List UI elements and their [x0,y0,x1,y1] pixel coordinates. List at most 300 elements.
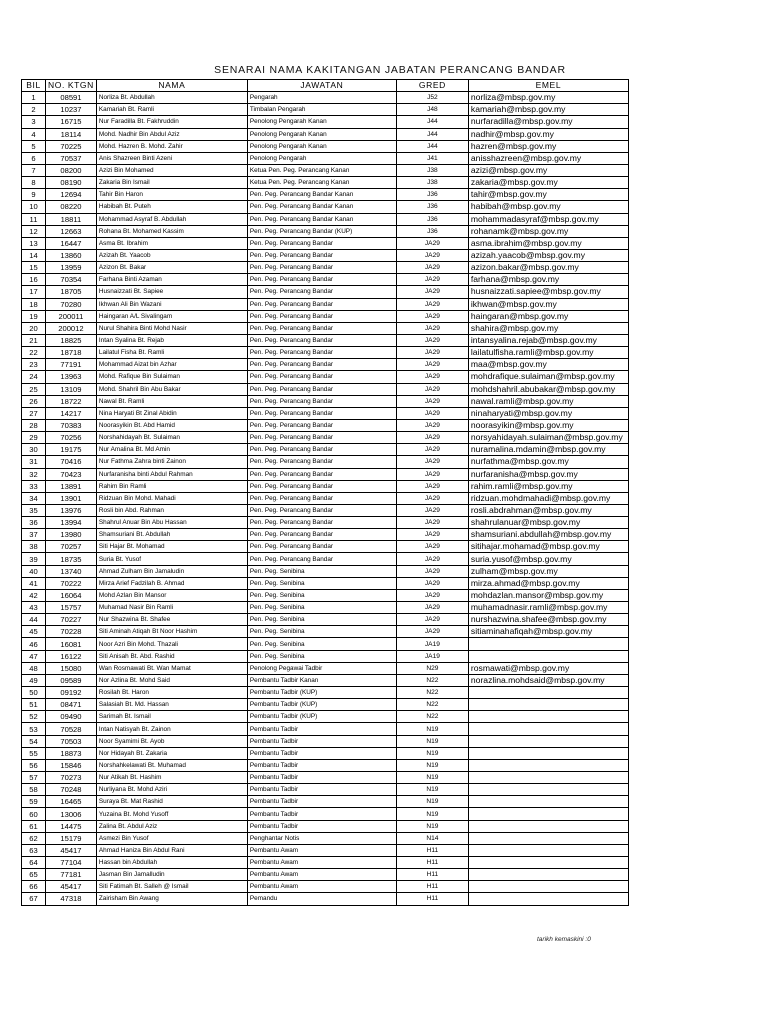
cell-emel [468,759,628,771]
cell-emel [468,844,628,856]
table-row [22,553,629,565]
cell-nama: Ahmad Zulham Bin Jamaludin [96,565,247,577]
cell-bil: 52 [22,711,46,723]
cell-jawatan: Pembantu Tadbir [247,820,396,832]
cell-emel: intansyalina.rejab@mbsp.gov.my [468,334,628,346]
cell-emel: mohammadasyraf@mbsp.gov.my [468,213,628,225]
cell-bil: 25 [22,383,46,395]
table-row [22,164,629,176]
cell-no-ktgn: 70248 [46,784,97,796]
cell-bil: 58 [22,784,46,796]
cell-emel: zakaria@mbsp.gov.my [468,177,628,189]
cell-nama: Siti Hajar Bt. Mohamad [96,541,247,553]
cell-gred: H11 [396,844,468,856]
cell-bil: 48 [22,662,46,674]
table-row [22,152,629,164]
cell-jawatan: Pen. Peg. Perancang Bandar [247,529,396,541]
cell-no-ktgn: 70423 [46,468,97,480]
table-row [22,104,629,116]
cell-emel [468,832,628,844]
cell-no-ktgn: 13963 [46,371,97,383]
cell-gred: JA29 [396,553,468,565]
cell-no-ktgn: 77181 [46,869,97,881]
cell-gred: JA29 [396,444,468,456]
cell-emel: rosli.abdrahman@mbsp.gov.my [468,504,628,516]
cell-jawatan: Ketua Pen. Peg. Perancang Kanan [247,177,396,189]
cell-no-ktgn: 70416 [46,456,97,468]
cell-jawatan: Penolong Pengarah Kanan [247,116,396,128]
cell-no-ktgn: 70227 [46,614,97,626]
cell-gred: N29 [396,662,468,674]
cell-bil: 54 [22,735,46,747]
cell-nama: Ridzuan Bin Mohd. Mahadi [96,492,247,504]
cell-bil: 36 [22,517,46,529]
cell-no-ktgn: 16064 [46,589,97,601]
cell-jawatan: Penolong Pengarah Kanan [247,140,396,152]
cell-gred: N19 [396,808,468,820]
cell-gred: N19 [396,759,468,771]
table-row [22,249,629,261]
cell-nama: Shahrul Anuar Bin Abu Hassan [96,517,247,529]
header-bil: BIL [22,80,46,92]
cell-no-ktgn: 70280 [46,298,97,310]
cell-bil: 66 [22,881,46,893]
cell-jawatan: Pen. Peg. Perancang Bandar [247,322,396,334]
cell-bil: 57 [22,772,46,784]
cell-bil: 18 [22,298,46,310]
cell-jawatan: Pen. Peg. Perancang Bandar [247,492,396,504]
cell-no-ktgn: 13740 [46,565,97,577]
cell-no-ktgn: 70503 [46,735,97,747]
cell-jawatan: Pembantu Awam [247,844,396,856]
cell-emel: zulham@mbsp.gov.my [468,565,628,577]
cell-jawatan: Pen. Peg. Senibina [247,614,396,626]
cell-bil: 64 [22,857,46,869]
cell-jawatan: Timbalan Pengarah [247,104,396,116]
cell-emel [468,687,628,699]
cell-emel: azizon.bakar@mbsp.gov.my [468,262,628,274]
table-row [22,759,629,771]
cell-bil: 50 [22,687,46,699]
header-nama: NAMA [96,80,247,92]
cell-emel: muhamadnasir.ramli@mbsp.gov.my [468,602,628,614]
cell-bil: 2 [22,104,46,116]
cell-jawatan: Pembantu Tadbir (KUP) [247,699,396,711]
cell-bil: 65 [22,869,46,881]
cell-bil: 45 [22,626,46,638]
cell-gred: J44 [396,116,468,128]
cell-no-ktgn: 16715 [46,116,97,128]
cell-nama: Norliza Bt. Abdullah [96,92,247,104]
cell-gred: J36 [396,189,468,201]
table-row [22,589,629,601]
cell-nama: Azizah Bt. Yaacob [96,249,247,261]
cell-jawatan: Pembantu Tadbir Kanan [247,674,396,686]
cell-jawatan: Pembantu Awam [247,869,396,881]
cell-gred: JA29 [396,419,468,431]
cell-no-ktgn: 70256 [46,432,97,444]
cell-gred: J44 [396,128,468,140]
cell-jawatan: Pen. Peg. Perancang Bandar [247,359,396,371]
cell-emel: shamsuriani.abdullah@mbsp.gov.my [468,529,628,541]
cell-bil: 15 [22,262,46,274]
cell-no-ktgn: 18735 [46,553,97,565]
cell-emel [468,747,628,759]
cell-jawatan: Pen. Peg. Perancang Bandar [247,517,396,529]
cell-gred: N22 [396,699,468,711]
cell-nama: Nur Shazwina Bt. Shafee [96,614,247,626]
cell-jawatan: Pembantu Tadbir [247,784,396,796]
cell-emel [468,699,628,711]
table-row [22,444,629,456]
table-row [22,456,629,468]
cell-gred: JA29 [396,274,468,286]
cell-nama: Nur Atikah Bt. Hashim [96,772,247,784]
cell-jawatan: Pen. Peg. Perancang Bandar [247,262,396,274]
table-row [22,347,629,359]
cell-jawatan: Pen. Peg. Senibina [247,565,396,577]
cell-gred: H11 [396,857,468,869]
table-header-row [22,80,629,92]
cell-no-ktgn: 13006 [46,808,97,820]
cell-no-ktgn: 09192 [46,687,97,699]
cell-nama: Siti Aminah Atiqah Bt Noor Hashim [96,626,247,638]
cell-nama: Mohd. Rafique Bin Sulaiman [96,371,247,383]
cell-emel: shahrulanuar@mbsp.gov.my [468,517,628,529]
cell-nama: Noorasyikin Bt. Abd Hamid [96,419,247,431]
cell-gred: H11 [396,869,468,881]
cell-gred: JA29 [396,602,468,614]
cell-gred: JA19 [396,638,468,650]
cell-no-ktgn: 13976 [46,504,97,516]
cell-nama: Intan Natisyah Bt. Zainon [96,723,247,735]
cell-no-ktgn: 18811 [46,213,97,225]
cell-jawatan: Pembantu Awam [247,857,396,869]
cell-no-ktgn: 12663 [46,225,97,237]
header-gred: GRED [396,80,468,92]
cell-gred: N19 [396,747,468,759]
table-row [22,674,629,686]
cell-gred: J38 [396,164,468,176]
cell-gred: JA29 [396,517,468,529]
cell-no-ktgn: 13959 [46,262,97,274]
cell-no-ktgn: 12694 [46,189,97,201]
table-row [22,322,629,334]
table-row [22,614,629,626]
cell-jawatan: Pen. Peg. Perancang Bandar [247,237,396,249]
cell-jawatan: Pen. Peg. Perancang Bandar [247,444,396,456]
cell-nama: Mohd. Shahril Bin Abu Bakar [96,383,247,395]
cell-nama: Noor Syamimi Bt. Ayob [96,735,247,747]
cell-nama: Shamsuriani Bt. Abdullah [96,529,247,541]
cell-bil: 67 [22,893,46,905]
cell-gred: JA29 [396,237,468,249]
table-row [22,626,629,638]
table-row [22,492,629,504]
cell-emel: haingaran@mbsp.gov.my [468,310,628,322]
cell-jawatan: Pemandu [247,893,396,905]
table-row [22,796,629,808]
cell-emel: mirza.ahmad@mbsp.gov.my [468,577,628,589]
cell-no-ktgn: 45417 [46,844,97,856]
cell-bil: 35 [22,504,46,516]
table-row [22,844,629,856]
cell-nama: Mohammad Asyraf B. Abdullah [96,213,247,225]
cell-jawatan: Pen. Peg. Perancang Bandar [247,395,396,407]
cell-bil: 22 [22,347,46,359]
cell-gred: JA29 [396,286,468,298]
cell-nama: Asma Bt. Ibrahim [96,237,247,249]
cell-jawatan: Pembantu Tadbir [247,759,396,771]
cell-nama: Norshahidayah Bt. Sulaiman [96,432,247,444]
cell-bil: 1 [22,92,46,104]
cell-emel: azizi@mbsp.gov.my [468,164,628,176]
cell-gred: JA29 [396,541,468,553]
cell-gred: N19 [396,796,468,808]
cell-jawatan: Pen. Peg. Perancang Bandar [247,553,396,565]
cell-bil: 3 [22,116,46,128]
table-row [22,395,629,407]
cell-emel [468,784,628,796]
table-row [22,371,629,383]
cell-emel: sitiaminahafiqah@mbsp.gov.my [468,626,628,638]
cell-emel: norliza@mbsp.gov.my [468,92,628,104]
table-row [22,529,629,541]
cell-jawatan: Pembantu Tadbir (KUP) [247,711,396,723]
cell-gred: JA29 [396,589,468,601]
cell-jawatan: Pen. Peg. Perancang Bandar [247,407,396,419]
cell-gred: JA29 [396,577,468,589]
cell-emel: hazren@mbsp.gov.my [468,140,628,152]
table-row [22,201,629,213]
cell-nama: Mirza Arief Fadzilah B. Ahmad [96,577,247,589]
cell-bil: 61 [22,820,46,832]
cell-nama: Muhamad Nasir Bin Ramli [96,602,247,614]
cell-emel: lailatulfisha.ramli@mbsp.gov.my [468,347,628,359]
cell-no-ktgn: 13994 [46,517,97,529]
cell-bil: 21 [22,334,46,346]
cell-jawatan: Pen. Peg. Perancang Bandar [247,249,396,261]
cell-no-ktgn: 08190 [46,177,97,189]
cell-nama: Rohana Bt. Mohamed Kassim [96,225,247,237]
cell-jawatan: Pen. Peg. Perancang Bandar [247,504,396,516]
table-row [22,772,629,784]
cell-nama: Yuzaina Bt. Mohd Yusoff [96,808,247,820]
staff-table [21,79,629,906]
cell-no-ktgn: 13109 [46,383,97,395]
cell-emel: anisshazreen@mbsp.gov.my [468,152,628,164]
cell-nama: Lailatul Fisha Bt. Ramli [96,347,247,359]
cell-emel [468,869,628,881]
cell-emel: maa@mbsp.gov.my [468,359,628,371]
table-row [22,262,629,274]
cell-jawatan: Pen. Peg. Perancang Bandar [247,298,396,310]
cell-no-ktgn: 18722 [46,395,97,407]
cell-nama: Zalina Bt. Abdul Aziz [96,820,247,832]
table-row [22,310,629,322]
cell-no-ktgn: 08220 [46,201,97,213]
table-row [22,334,629,346]
cell-gred: JA29 [396,371,468,383]
cell-jawatan: Pen. Peg. Perancang Bandar [247,371,396,383]
table-row [22,480,629,492]
cell-bil: 51 [22,699,46,711]
cell-emel [468,881,628,893]
cell-gred: H11 [396,893,468,905]
cell-jawatan: Pengarah [247,92,396,104]
cell-bil: 28 [22,419,46,431]
cell-nama: Ahmad Haniza Bin Abdul Rani [96,844,247,856]
table-row [22,383,629,395]
cell-nama: Nur Faradilla Bt. Fakhruddin [96,116,247,128]
cell-nama: Suraya Bt. Mat Rashid [96,796,247,808]
cell-no-ktgn: 13860 [46,249,97,261]
cell-emel [468,650,628,662]
cell-gred: JA29 [396,383,468,395]
table-row [22,541,629,553]
cell-jawatan: Pembantu Tadbir [247,772,396,784]
table-row [22,711,629,723]
table-row [22,869,629,881]
table-row [22,808,629,820]
cell-emel: norsyahidayah.sulaiman@mbsp.gov.my [468,432,628,444]
cell-emel: kamariah@mbsp.gov.my [468,104,628,116]
cell-bil: 24 [22,371,46,383]
cell-emel [468,808,628,820]
cell-emel: nurfathma@mbsp.gov.my [468,456,628,468]
table-row [22,784,629,796]
last-updated-note: tarikh kemaskini :0 [537,936,591,943]
cell-emel [468,711,628,723]
cell-jawatan: Pen. Peg. Perancang Bandar [247,432,396,444]
cell-emel: nadhir@mbsp.gov.my [468,128,628,140]
cell-gred: N22 [396,687,468,699]
cell-bil: 46 [22,638,46,650]
cell-nama: Rahim Bin Ramli [96,480,247,492]
table-row [22,517,629,529]
cell-gred: JA29 [396,480,468,492]
cell-emel: tahir@mbsp.gov.my [468,189,628,201]
cell-no-ktgn: 13980 [46,529,97,541]
cell-no-ktgn: 200012 [46,322,97,334]
cell-bil: 17 [22,286,46,298]
cell-jawatan: Penghantar Notis [247,832,396,844]
cell-nama: Habibah Bt. Puteh [96,201,247,213]
cell-gred: N14 [396,832,468,844]
cell-bil: 42 [22,589,46,601]
table-row [22,140,629,152]
cell-no-ktgn: 70528 [46,723,97,735]
cell-nama: Anis Shazreen Binti Azeni [96,152,247,164]
cell-bil: 63 [22,844,46,856]
cell-gred: JA29 [396,322,468,334]
cell-nama: Salasiah Bt. Md. Hassan [96,699,247,711]
cell-gred: N19 [396,723,468,735]
cell-bil: 47 [22,650,46,662]
cell-nama: Kamariah Bt. Ramli [96,104,247,116]
cell-gred: JA29 [396,504,468,516]
cell-no-ktgn: 70537 [46,152,97,164]
cell-no-ktgn: 08591 [46,92,97,104]
table-row [22,177,629,189]
cell-emel [468,638,628,650]
cell-emel: noorasyikin@mbsp.gov.my [468,419,628,431]
table-row [22,577,629,589]
cell-nama: Nurul Shahira Binti Mohd Nasir [96,322,247,334]
cell-no-ktgn: 18873 [46,747,97,759]
cell-no-ktgn: 77104 [46,857,97,869]
cell-jawatan: Pen. Peg. Senibina [247,602,396,614]
cell-nama: Haingaran A/L Sivalingam [96,310,247,322]
cell-emel: rahim.ramli@mbsp.gov.my [468,480,628,492]
cell-bil: 34 [22,492,46,504]
cell-emel: mohdshahril.abubakar@mbsp.gov.my [468,383,628,395]
cell-gred: JA29 [396,456,468,468]
cell-emel [468,772,628,784]
table-row [22,893,629,905]
cell-no-ktgn: 15080 [46,662,97,674]
table-row [22,881,629,893]
cell-no-ktgn: 45417 [46,881,97,893]
cell-nama: Zairisham Bin Awang [96,893,247,905]
cell-gred: JA29 [396,468,468,480]
cell-gred: H11 [396,881,468,893]
cell-bil: 26 [22,395,46,407]
cell-nama: Farhana Binti Azaman [96,274,247,286]
cell-nama: Nawal Bt. Ramli [96,395,247,407]
cell-gred: JA29 [396,614,468,626]
cell-emel: norazlina.mohdsaid@mbsp.gov.my [468,674,628,686]
table-row [22,820,629,832]
cell-emel: rohanamk@mbsp.gov.my [468,225,628,237]
cell-jawatan: Penolong Pengarah Kanan [247,128,396,140]
cell-nama: Wan Rosmawati Bt. Wan Mamat [96,662,247,674]
cell-bil: 4 [22,128,46,140]
cell-gred: JA29 [396,334,468,346]
cell-emel: nurshazwina.shafee@mbsp.gov.my [468,614,628,626]
cell-nama: Jasman Bin Jamalludin [96,869,247,881]
cell-bil: 60 [22,808,46,820]
cell-gred: JA29 [396,359,468,371]
cell-gred: JA29 [396,395,468,407]
cell-no-ktgn: 47318 [46,893,97,905]
cell-no-ktgn: 15846 [46,759,97,771]
table-row [22,432,629,444]
cell-emel: ikhwan@mbsp.gov.my [468,298,628,310]
cell-jawatan: Penolong Pegawai Tadbir [247,662,396,674]
cell-bil: 5 [22,140,46,152]
cell-emel: mohdazlan.mansor@mbsp.gov.my [468,589,628,601]
cell-nama: Azizi Bin Mohamed [96,164,247,176]
table-row [22,298,629,310]
table-row [22,662,629,674]
cell-bil: 9 [22,189,46,201]
cell-nama: Mohd. Hazren B. Mohd. Zahir [96,140,247,152]
cell-bil: 16 [22,274,46,286]
table-row [22,504,629,516]
cell-jawatan: Pen. Peg. Perancang Bandar [247,274,396,286]
cell-no-ktgn: 08471 [46,699,97,711]
cell-bil: 55 [22,747,46,759]
cell-emel: husnaizzati.sapiee@mbsp.gov.my [468,286,628,298]
table-row [22,687,629,699]
cell-jawatan: Pen. Peg. Perancang Bandar [247,383,396,395]
table-row [22,92,629,104]
cell-nama: Suria Bt. Yusof [96,553,247,565]
table-row [22,128,629,140]
cell-emel: nawal.ramli@mbsp.gov.my [468,395,628,407]
cell-gred: JA29 [396,529,468,541]
